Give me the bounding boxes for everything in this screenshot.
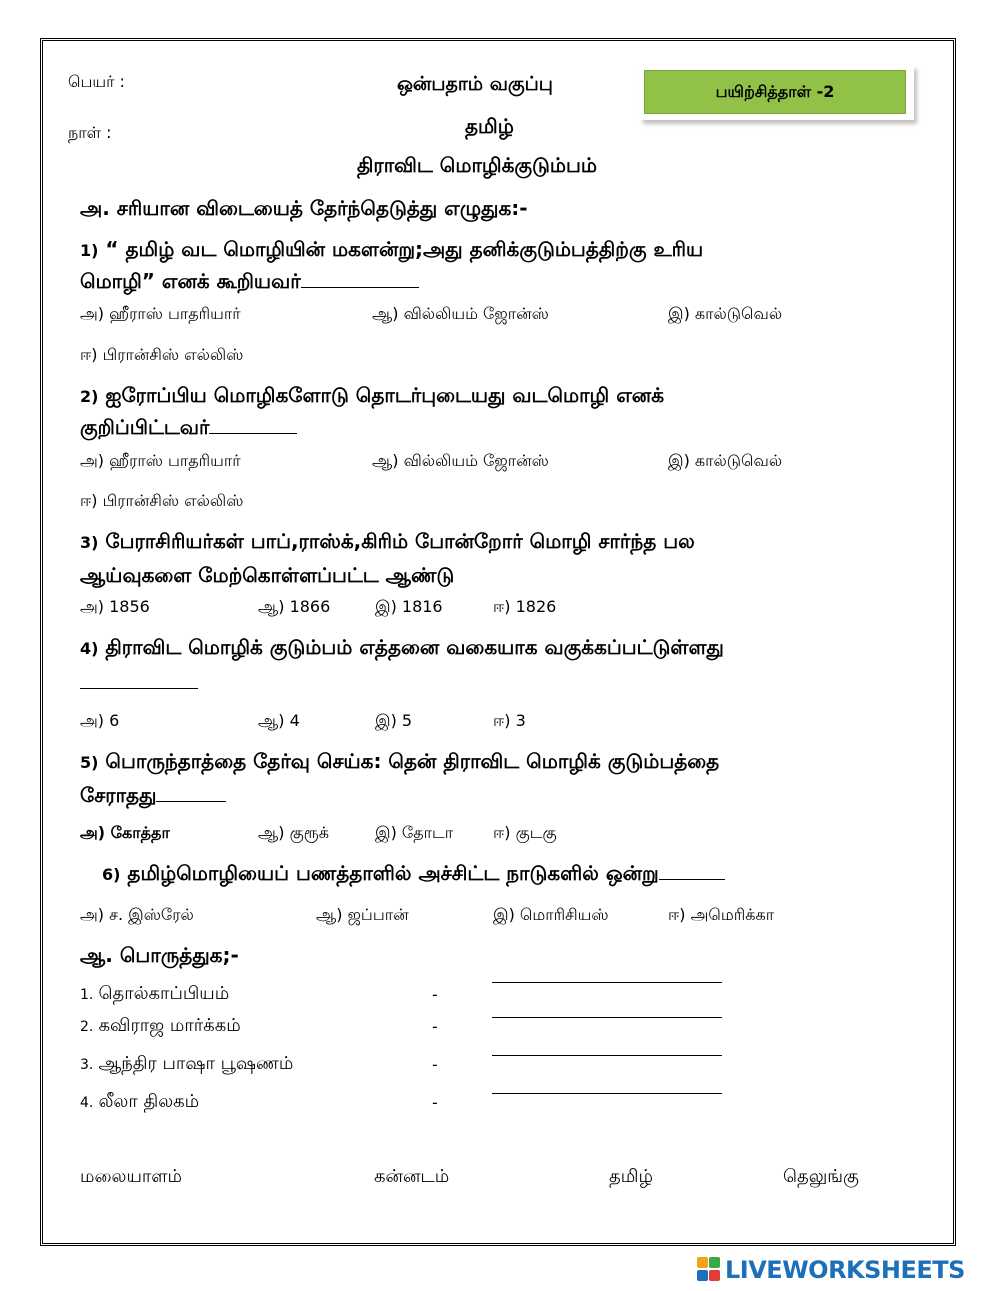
question-number: 4): [80, 639, 99, 658]
option[interactable]: ஈ) பிரான்சிஸ் எல்லிஸ்: [80, 491, 244, 510]
answer-option[interactable]: மலையாளம்: [80, 1166, 183, 1187]
match-answer-line[interactable]: [492, 1017, 722, 1018]
option[interactable]: [80, 823, 170, 844]
option[interactable]: ஆ) 4: [258, 711, 300, 730]
liveworksheets-logo: [697, 1256, 965, 1284]
option[interactable]: இ) 1816: [375, 597, 443, 616]
question-number: 6): [102, 865, 121, 884]
option[interactable]: ஆ) 1866: [258, 597, 331, 616]
answer-blank[interactable]: [80, 670, 198, 689]
question-5-line2: [80, 780, 226, 810]
match-item-text: லீலா திலகம்: [98, 1091, 200, 1112]
option[interactable]: அ) 6: [80, 711, 120, 730]
class-title: ஒன்பதாம் வகுப்பு: [397, 73, 553, 95]
match-item-text: கவிராஜ மார்க்கம்: [98, 1015, 241, 1036]
option[interactable]: ஆ) வில்லியம் ஜோன்ஸ்: [372, 304, 549, 323]
option-text: அ) கோத்தா: [80, 823, 170, 842]
question-text: தமிழ்மொழியைப் பணத்தாளில் அச்சிட்ட நாடுகளில் ஒன்று: [127, 861, 659, 885]
option[interactable]: இ) கால்டுவெல்: [668, 451, 783, 470]
match-answer-line[interactable]: [492, 982, 722, 983]
question-text: குறிப்பிட்டவர்: [80, 415, 210, 439]
question-text: “ தமிழ் வட மொழியின் மகளன்று;அது தனிக்குடும்பத்திற்கு உரிய: [105, 237, 704, 261]
match-item-number: 3.: [80, 1057, 94, 1073]
topic-title: திராவிட மொழிக்குடும்பம்: [357, 153, 597, 177]
question-2-line1: [80, 380, 664, 412]
option[interactable]: இ) மொரிசியஸ்: [493, 905, 609, 924]
logo-text: LIVEWORKSHEETS: [725, 1256, 965, 1284]
question-text: ஐரோப்பிய மொழிகளோடு தொடர்புடையது வடமொழி எனக்: [105, 383, 664, 407]
answer-option[interactable]: கன்னடம்: [374, 1166, 450, 1187]
option[interactable]: ஈ) அமெரிக்கா: [668, 905, 775, 924]
match-dash: -: [432, 1055, 438, 1074]
option[interactable]: ஆ) குரூக்: [258, 823, 329, 842]
question-5-line1: [80, 746, 719, 778]
option[interactable]: ஈ) குடகு: [493, 823, 557, 842]
answer-blank[interactable]: [156, 783, 226, 802]
match-answer-line[interactable]: [492, 1055, 722, 1056]
logo-blocks-icon: [697, 1257, 721, 1283]
subject-title: தமிழ்: [465, 114, 514, 138]
date-label: நாள் :: [68, 123, 112, 142]
question-3-line2: [80, 560, 454, 590]
option[interactable]: ஆ) ஜப்பான்: [316, 905, 409, 924]
answer-blank[interactable]: [301, 269, 419, 288]
option[interactable]: அ) ச. இஸ்ரேல்: [80, 905, 194, 924]
question-1-line2: [80, 266, 419, 296]
question-text: திராவிட மொழிக் குடும்பம் எத்தனை வகையாக வகுக்கப்பட்டுள்ளது: [105, 635, 724, 659]
question-number: 3): [80, 533, 99, 552]
option[interactable]: ஈ) 3: [493, 711, 526, 730]
section-a-title: அ. சரியான விடையைத் தேர்ந்தெடுத்து எழுதுக:-: [80, 196, 528, 220]
answer-blank[interactable]: [209, 415, 297, 434]
option[interactable]: இ) 5: [375, 711, 413, 730]
match-item-number: 4.: [80, 1095, 94, 1111]
option[interactable]: ஈ) 1826: [493, 597, 557, 616]
match-item: [80, 1015, 241, 1038]
option[interactable]: அ) 1856: [80, 597, 150, 616]
question-6-line1: [102, 858, 725, 890]
option[interactable]: இ) தோடா: [375, 823, 454, 842]
answer-option[interactable]: தமிழ்: [609, 1166, 653, 1187]
question-text: மொழி” எனக் கூறியவர்: [80, 269, 301, 293]
question-3-line1: [80, 526, 695, 558]
question-text: பேராசிரியர்கள் பாப்,ராஸ்க்,கிரிம் போன்றோர் மொழி சார்ந்த பல: [105, 529, 695, 553]
option[interactable]: அ) ஹீராஸ் பாதரியார்: [80, 304, 241, 323]
question-number: 2): [80, 387, 99, 406]
match-item-text: தொல்காப்பியம்: [98, 983, 230, 1004]
option[interactable]: ஈ) பிரான்சிஸ் எல்லிஸ்: [80, 345, 244, 364]
option[interactable]: அ) ஹீராஸ் பாதரியார்: [80, 451, 241, 470]
question-text: பொருந்தாத்தை தேர்வு செய்க: தென் திராவிட மொழிக் குடும்பத்தை: [105, 749, 720, 773]
question-text: ஆய்வுகளை மேற்கொள்ளப்பட்ட ஆண்டு: [80, 563, 455, 587]
question-text: சேராதது: [80, 783, 157, 807]
worksheet-badge: [640, 65, 914, 120]
question-2-line2: [80, 412, 297, 442]
badge-label: பயிற்சித்தாள் -2: [644, 70, 906, 114]
match-dash: -: [432, 1017, 438, 1036]
match-dash: -: [432, 1093, 438, 1112]
match-item: [80, 1053, 293, 1076]
match-item: [80, 983, 229, 1006]
match-item-text: ஆந்திர பாஷா பூஷணம்: [98, 1053, 294, 1074]
match-answer-line[interactable]: [492, 1093, 722, 1094]
question-1-line1: [80, 234, 703, 266]
question-number: 1): [80, 241, 99, 260]
section-b-title: ஆ. பொருத்துக;-: [80, 943, 239, 967]
question-4-line1: [80, 632, 724, 664]
name-label: பெயர் :: [68, 72, 125, 91]
question-number: 5): [80, 753, 99, 772]
match-item-number: 2.: [80, 1019, 94, 1035]
option[interactable]: ஆ) வில்லியம் ஜோன்ஸ்: [372, 451, 549, 470]
option[interactable]: இ) கால்டுவெல்: [668, 304, 783, 323]
match-dash: -: [432, 985, 438, 1004]
answer-option[interactable]: தெலுங்கு: [783, 1166, 859, 1187]
answer-blank[interactable]: [659, 861, 725, 880]
match-item-number: 1.: [80, 987, 94, 1003]
match-item: [80, 1091, 199, 1114]
